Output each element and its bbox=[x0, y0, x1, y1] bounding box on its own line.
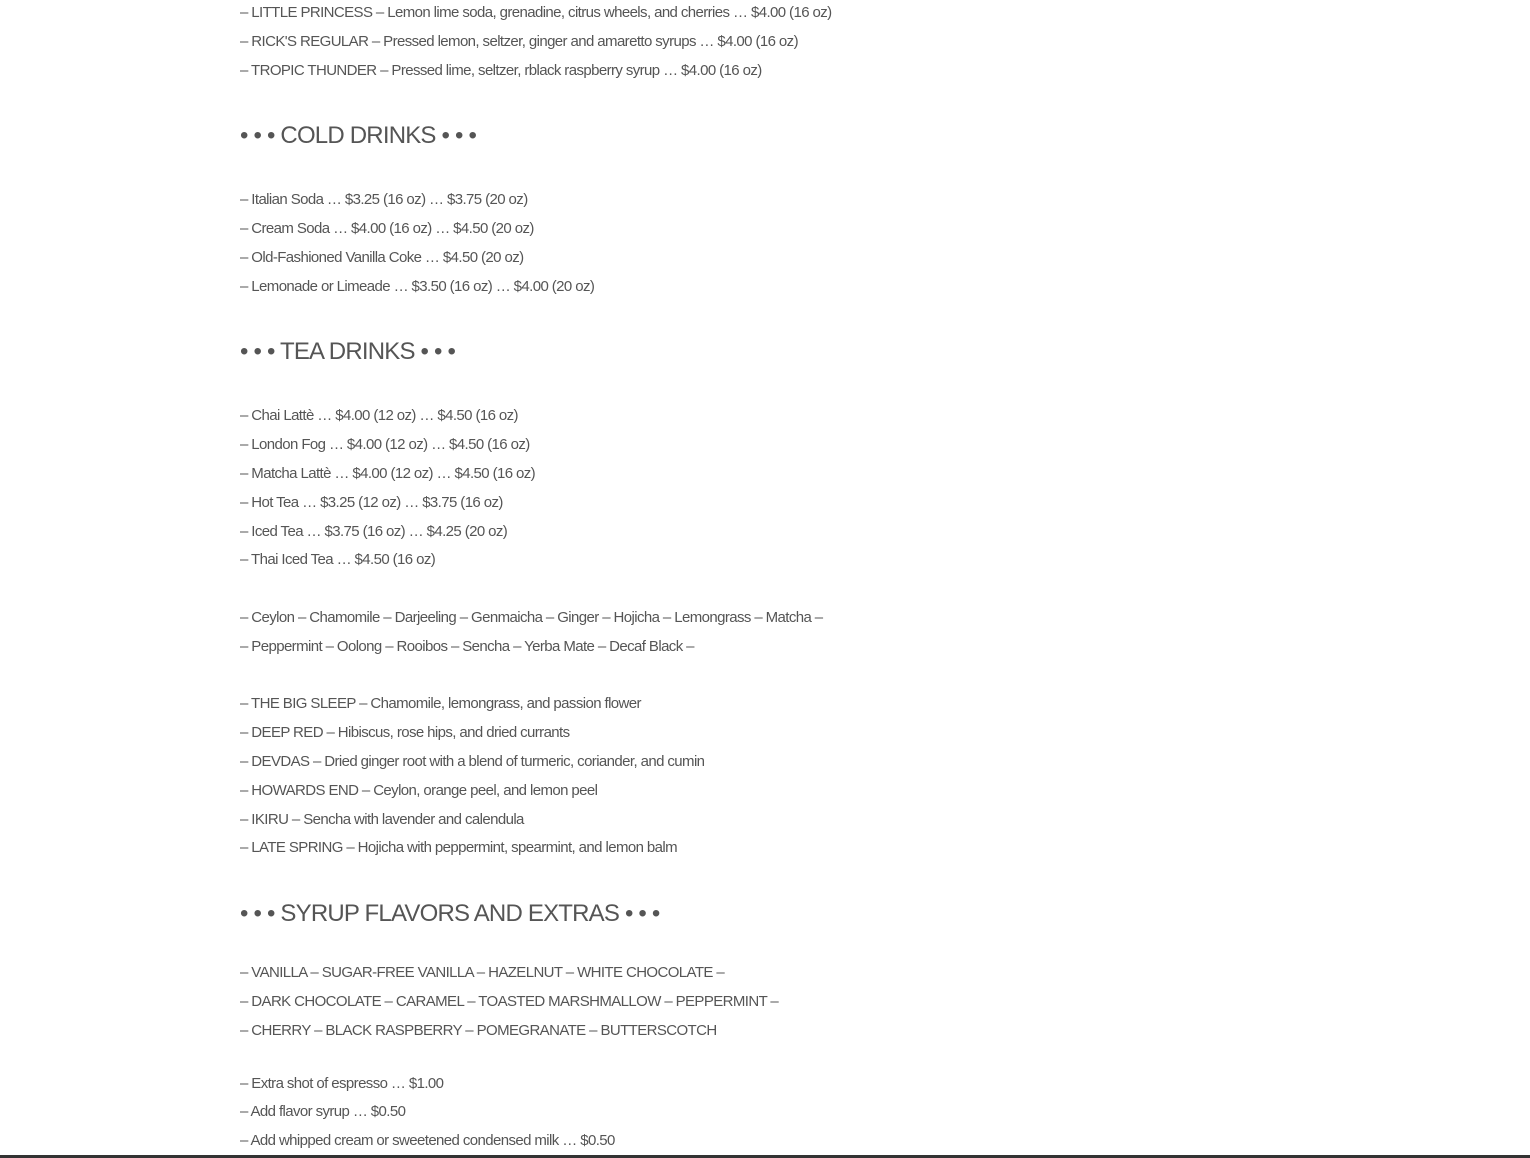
menu-item-iced-tea: – Iced Tea … $3.75 (16 oz) … $4.25 (20 oz) bbox=[240, 523, 508, 540]
section-heading-cold-drinks: • • • COLD DRINKS • • • bbox=[240, 122, 477, 149]
extra-espresso-shot: – Extra shot of espresso … $1.00 bbox=[240, 1075, 444, 1092]
tea-blend-deep-red: – DEEP RED – Hibiscus, rose hips, and dried currants bbox=[240, 724, 570, 741]
menu-item-italian-soda: – Italian Soda … $3.25 (16 oz) … $3.75 (20 oz) bbox=[240, 191, 528, 208]
tea-varieties-line-2: – Peppermint – Oolong – Rooibos – Sencha – Yerba Mate – Decaf Black – bbox=[240, 638, 694, 655]
menu-item-tropic-thunder: – TROPIC THUNDER – Pressed lime, seltzer, rblack raspberry syrup … $4.00 (16 oz) bbox=[240, 62, 762, 79]
menu-item-little-princess: – LITTLE PRINCESS – Lemon lime soda, grenadine, citrus wheels, and cherries … $4.00 (16 oz) bbox=[240, 4, 832, 21]
tea-blend-devdas: – DEVDAS – Dried ginger root with a blend of turmeric, coriander, and cumin bbox=[240, 753, 705, 770]
syrup-flavors-line-3: – CHERRY – BLACK RASPBERRY – POMEGRANATE – BUTTERSCOTCH bbox=[240, 1022, 717, 1039]
menu-item-lemonade: – Lemonade or Limeade … $3.50 (16 oz) … $4.00 (20 oz) bbox=[240, 278, 595, 295]
menu-item-thai-iced-tea: – Thai Iced Tea … $4.50 (16 oz) bbox=[240, 551, 436, 568]
menu-item-ricks-regular: – RICK'S REGULAR – Pressed lemon, seltzer, ginger and amaretto syrups … $4.00 (16 oz) bbox=[240, 33, 798, 50]
syrup-flavors-line-2: – DARK CHOCOLATE – CARAMEL – TOASTED MARSHMALLOW – PEPPERMINT – bbox=[240, 993, 779, 1010]
tea-blend-late-spring: – LATE SPRING – Hojicha with peppermint, spearmint, and lemon balm bbox=[240, 839, 678, 856]
menu-item-vanilla-coke: – Old-Fashioned Vanilla Coke … $4.50 (20 oz) bbox=[240, 249, 524, 266]
menu-item-cream-soda: – Cream Soda … $4.00 (16 oz) … $4.50 (20 oz) bbox=[240, 220, 534, 237]
tea-blend-howards-end: – HOWARDS END – Ceylon, orange peel, and lemon peel bbox=[240, 782, 598, 799]
tea-blend-ikiru: – IKIRU – Sencha with lavender and calendula bbox=[240, 811, 524, 828]
menu-item-matcha-latte: – Matcha Lattè … $4.00 (12 oz) … $4.50 (16 oz) bbox=[240, 465, 536, 482]
tea-varieties-line-1: – Ceylon – Chamomile – Darjeeling – Genmaicha – Ginger – Hojicha – Lemongrass – Matcha – bbox=[240, 609, 823, 626]
menu-item-london-fog: – London Fog … $4.00 (12 oz) … $4.50 (16 oz) bbox=[240, 436, 530, 453]
syrup-flavors-line-1: – VANILLA – SUGAR-FREE VANILLA – HAZELNUT – WHITE CHOCOLATE – bbox=[240, 964, 725, 981]
extra-flavor-syrup: – Add flavor syrup … $0.50 bbox=[240, 1103, 406, 1120]
extra-whipped-cream: – Add whipped cream or sweetened condensed milk … $0.50 bbox=[240, 1132, 615, 1149]
menu-item-chai-latte: – Chai Lattè … $4.00 (12 oz) … $4.50 (16 oz) bbox=[240, 407, 518, 424]
section-heading-syrup-flavors: • • • SYRUP FLAVORS AND EXTRAS • • • bbox=[240, 900, 660, 927]
tea-blend-big-sleep: – THE BIG SLEEP – Chamomile, lemongrass, and passion flower bbox=[240, 695, 641, 712]
menu-item-hot-tea: – Hot Tea … $3.25 (12 oz) … $3.75 (16 oz) bbox=[240, 494, 503, 511]
section-heading-tea-drinks: • • • TEA DRINKS • • • bbox=[240, 338, 456, 365]
